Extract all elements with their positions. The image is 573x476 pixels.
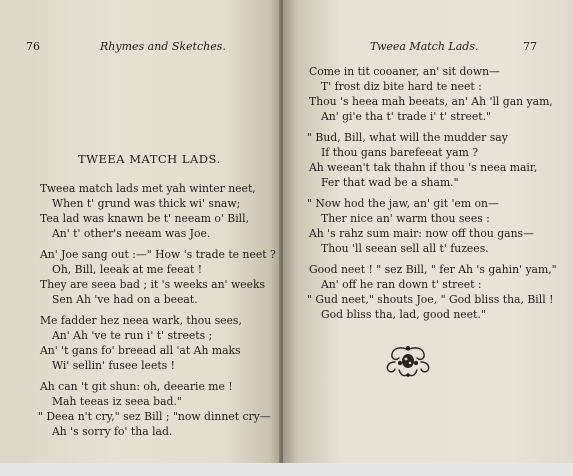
verse-line: An' off he ran down t' street : bbox=[321, 278, 482, 291]
verse-line: Wi' sellin' fusee leets ! bbox=[52, 359, 175, 372]
verse-line: Ah weean't tak thahn if thou 's neea mair, bbox=[309, 161, 538, 174]
verse-line: God bliss tha, lad, good neet." bbox=[321, 308, 486, 321]
verse-line: Me fadder hez neea wark, thou sees, bbox=[40, 314, 242, 327]
verse-line: Mah teeas iz seea bad." bbox=[52, 395, 182, 408]
verse-line: Fer that wad be a sham." bbox=[321, 176, 459, 189]
poem-title: TWEEA MATCH LADS. bbox=[78, 152, 221, 166]
verse-line: Ah can 't git shun: oh, deearie me ! bbox=[40, 380, 233, 393]
left-page-number: 76 bbox=[26, 40, 40, 53]
verse-line: They are seea bad ; it 's weeks an' weeks bbox=[40, 278, 266, 291]
verse-line: " Deea n't cry," sez Bill ; "now dinnet cry— bbox=[38, 410, 271, 423]
floral-tailpiece-icon bbox=[383, 344, 433, 380]
left-page bbox=[0, 0, 281, 463]
right-running-title: Tweea Match Lads. bbox=[370, 40, 479, 53]
verse-line: T' frost diz bite hard te neet : bbox=[321, 80, 482, 93]
verse-line: " Now hod the jaw, an' git 'em on— bbox=[307, 197, 499, 210]
verse-line: Ther nice an' warm thou sees : bbox=[321, 212, 490, 225]
verse-line: " Gud neet," shouts Joe, " God bliss tha, Bill ! bbox=[307, 293, 554, 306]
verse-line: When t' grund was thick wi' snaw; bbox=[52, 197, 241, 210]
verse-line: Come in tit cooaner, an' sit down— bbox=[309, 65, 500, 78]
right-page bbox=[283, 0, 573, 463]
verse-line: An' 't gans fo' breead all 'at Ah maks bbox=[40, 344, 241, 357]
verse-line: Oh, Bill, leeak at me feeat ! bbox=[52, 263, 203, 276]
verse-line: An' Ah 've te run i' t' streets ; bbox=[52, 329, 213, 342]
verse-line: An' gi'e tha t' trade i' t' street." bbox=[321, 110, 492, 123]
verse-line: Ah 's rahz sum mair: now off thou gans— bbox=[309, 227, 534, 240]
verse-line: Good neet ! " sez Bill, " fer Ah 's gahin' yam," bbox=[309, 263, 557, 276]
verse-line: Thou 's heea mah beeats, an' Ah 'll gan yam, bbox=[309, 95, 553, 108]
verse-line: An' t' other's neeam was Joe. bbox=[52, 227, 211, 240]
verse-line: If thou gans barefeeat yam ? bbox=[321, 146, 479, 159]
right-page-number: 77 bbox=[523, 40, 537, 53]
verse-line: Tea lad was knawn be t' neeam o' Bill, bbox=[40, 212, 250, 225]
verse-line: Tweea match lads met yah winter neet, bbox=[40, 182, 256, 195]
verse-line: An' Joe sang out :—" How 's trade te neet ? bbox=[40, 248, 276, 261]
left-running-title: Rhymes and Sketches. bbox=[100, 40, 226, 53]
verse-line: Ah 's sorry fo' tha lad. bbox=[52, 425, 173, 438]
verse-line: Sen Ah 've had on a beeat. bbox=[52, 293, 198, 306]
verse-line: " Bud, Bill, what will the mudder say bbox=[307, 131, 508, 144]
verse-line: Thou 'll seean sell all t' fuzees. bbox=[321, 242, 489, 255]
